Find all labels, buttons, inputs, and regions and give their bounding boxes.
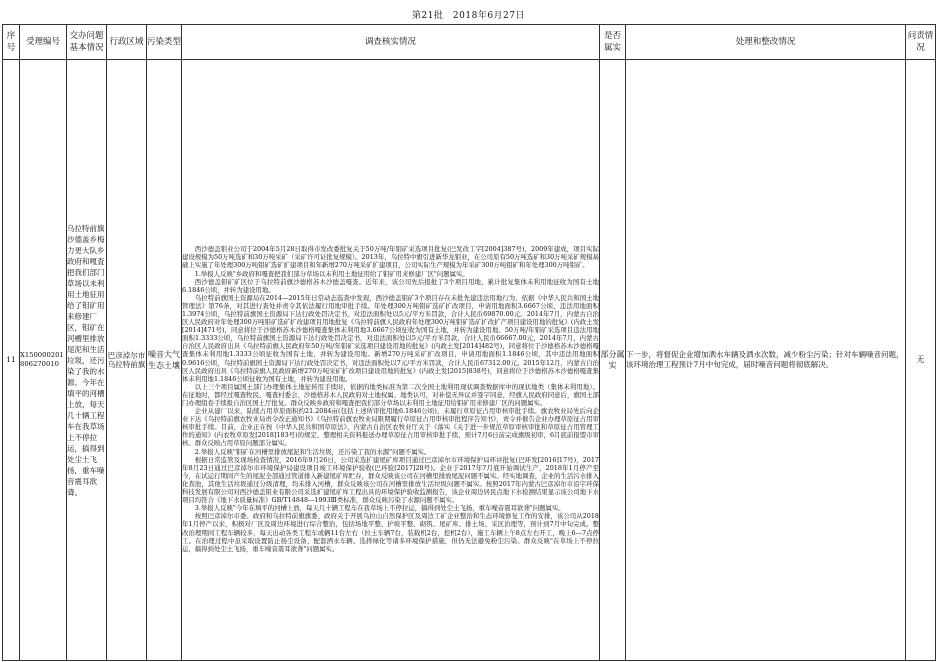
investigation-paragraph: 根据日常监管及现场检查情况，2016年9月26日，公司采选扩建尾矿库项目通过巴彦淖尔市环境保护局环评批复(巴环发[2016]17号)，2017年8月23日通过巴彦淖尔市环境保护局建设项目竣工环境保护验收(巴环验[2017]28号)。企业于2017年7月底开始调试生产，2018年1月停产至今，在试运行期间产生的尾泥全部通过管道排入新建尾矿库贮存，群众反映该公司在河槽里排放尾泥问题不属实。经实地调查，企业的生活污水排入化粪池，其他生活垃圾通过分级清理，均未排入河槽，群众反映该公司在河槽里排放生活垃圾问题不属实。按照2017年内蒙古巴彦淖尔市沿字环保科技发展有限公司对西沙德盖钼业有限公司采选扩建尾矿库工程出具的环境保护验收监测报告，该企业周边居民点地下水检测结果显示该公司地下水项目均符合《地下水质量标准》GB/T14848—1993Ⅲ类标准，群众反映污染了水源问题不属实。 <box>182 455 599 505</box>
row-case-id: X150000201806270010 <box>20 60 67 661</box>
row-verified: 部分属实 <box>600 60 626 661</box>
col-region: 行政区域 <box>107 25 147 60</box>
batch-title: 第21批 2018年6月27日 <box>411 11 526 21</box>
col-accountability: 问责情况 <box>906 25 936 60</box>
investigation-paragraph: 以上三个项目属国土部门办理集体土地征转用手续时，依据的地类标准为第二次全国土地利用现状调查数据库中的现状地类（集体未利用地）。在征地时，都经过嘎査牧民、嘎査村委会、沙德格苏木人民政府对土地权属、地类认可，对补偿无异议并签字同意，经旗人民政府同意后，旗国土部门办理组卷手续报自治区国土厅批复。群众反映乡政府和嘎査把我们部分草场以未利用土地征用给钼矿用来修建厂区的问题属实。 <box>182 382 599 407</box>
investigation-paragraph: 企业从建厂以来，陆续占用草原面积约21.2084亩(包括上述所审批用地6.1846公顷)，未履行草原征占用审核审批手续。旗农牧业局先后向企业下达《乌拉特前旗农牧业局责令改正通知书》《乌拉特前旗农牧业局限期履行草原征占用审核审批程序告知书》，责令并催告企业办理草原征占用审核审批手续。目前，企业正在按《中华人民共和国草原法》、内蒙古自治区农牧业厅关于《落实《关于进一步规范草原审核审批和草原征占用管理工作的通知》(内农牧草原发[2018]183号)的规定，整理相关资料报送办理草原征占用审核审批手续，预计7月6日前完成旗级初审，6月底前报盟市审核。群众反映占用草原问题部分属实。 <box>182 407 599 448</box>
investigation-paragraph: 1.举报人反映"乡政府和嘎査把我们部分草场以未利用土地征用给了钼矿用来修建厂区"问题属实。 <box>194 269 469 278</box>
row-region: 巴彦淖尔市乌拉特前旗 <box>107 60 147 661</box>
table-row <box>3 60 936 661</box>
investigation-paragraph: 西沙德盖钼业公司于2004年5月28日取得市发改委批复关于50万吨/年钼矿采选项目批复(巴发改工字[2004]387号)，2009年建成，项目实际建设规模为50万吨选矿和30万吨采矿（采矿许可证批复规模）。2013年，乌拉特中旗引进新华龙钼业，在公司原有50万吨选矿和30万吨采矿规模基础上实施了年处理300万吨钼矿选矿扩建项目和年新增270万吨采矿扩建项目，公司实际生产规模为年采矿300万吨钼矿和年处理300万吨钼矿。 <box>182 245 599 270</box>
col-verified: 是否属实 <box>600 25 626 60</box>
investigation-paragraph: 3.举报人反映"今年在填平的河槽上放，每天几十辆工程车在我草场上不停拉运，搞得到处尘土飞扬，重车噪音震耳欲聋"问题属实。 <box>194 504 565 513</box>
row-problem: 乌拉特前旗沙德盖乡梅力更大队乡政府和嘎査把我们部门草场以未利用土地征用给了钼矿用来修建厂区，钼矿在河槽里排放尾泥和生活垃圾，还污染了我的水源。今年在填平的河槽上放，每天几十辆工程车在我草场上不停拉运，搞得到处尘土飞扬，重车噪音震耳欲聋。 <box>67 60 107 661</box>
row-investigation <box>182 60 600 661</box>
header-row <box>3 25 936 60</box>
investigation-paragraph: 西沙德盖钼矿矿区位于乌拉特前旗沙德格苏木沙德盖嘎查。近年来，该公司先后报批了3个项目用地，累计批复集体未利用地征收为国有土地6.1846公顷，并转为建设用地。 <box>182 277 599 294</box>
col-pollution-type: 污染类型 <box>147 25 182 60</box>
col-investigation: 调查核实情况 <box>182 25 600 60</box>
col-case-id: 受理编号 <box>20 25 67 60</box>
complaint-table <box>2 24 936 661</box>
col-index: 序号 <box>3 25 20 60</box>
investigation-paragraph: 2.举报人反映"钼矿在河槽里排放尾泥和生活垃圾，还污染了我的水源"问题不属实。 <box>194 447 431 456</box>
row-index: 11 <box>3 60 20 661</box>
col-problem: 交办问题基本情况 <box>67 25 107 60</box>
investigation-paragraph: 按照巴彦淖尔市委、政府和乌拉特前旗旗委、政府关于开展乌拉山自然保护区及周边工矿企业整治和生态环境修复工作的安排，该公司从2018年1月停产以来，积极对厂区及周边环境进行综合整治，包括场地平整、护坡平整、砌筑、尾矿库、排土场、采区治理等，预计到7月中旬完成。整改治理期间工程车辆较多，每天出动各类工程车或辆11台左右（拉土车辆7台，装载机2台，挖机2台），施工车辆上午8点左右开工，晚上6—7点停工。在治理过程中虽采取设置防止扬尘设备、配套洒水车辆、选择绿化等诸多环境保护措施，但仍无法避免粉尘污染。群众反映"在草场上不停拉运，搞得到处尘土飞扬，重车噪音震耳欲聋"问题属实。 <box>182 512 599 553</box>
row-accountability: 无 <box>906 60 936 661</box>
row-rectification: 下一步，将督促企业增加洒水车辆及洒水次数，减少粉尘污染；针对车辆噪音问题，该环境治理工程预计7月中旬完成，届时噪音问题将彻底解决。 <box>626 60 906 661</box>
row-pollution-type: 噪音大气生态土壤 <box>147 60 182 661</box>
col-rectification: 处理和整改情况 <box>626 25 906 60</box>
investigation-paragraph: 乌拉特前旗国土资源局在2014—2015年日常动态巡查中发现，西沙德盖钼矿3个项目存在未批先建违法用地行为，依据《中华人民共和国土地管理法》第76条，对其进行查处并责令其依法履行用地审批手续。年处理300万吨钼矿选矿扩改项目，申请用地面积3.6667公顷，违法用地面积1.3974公顷，乌拉特前旗国土资源局下达行政处罚决定书，对违法面积处以5元/平方米罚款，合计人民币69870.00元。2014年7月，内蒙古自治区人民政府对年处理300万吨钼矿选矿扩改建项目用地批复《乌拉特前旗人民政府年处理300万吨钼矿选矿扩改扩产项目建设用地的批复》(内政土发[2014]471号)，同意将位于沙德格苏木沙德格嘎査集体未利用地3.6667公顷征收为国有土地，并转为建设用地。50万吨/年钼矿采选项目违法用地面积1.3333公顷，乌拉特前旗国土资源局下达行政处罚决定书，对违法面积处以5元/平方米罚款，合计人民币66667.00元，2014年7月，内蒙古自治区人民政府出具《乌拉特前旗人民政府年50万吨/年钼矿采选项目建设用地的批复》(内政土发[2014]482号)，同意将位于沙德格苏木沙德格嘎査集体未利用地1.3333公顷征收为国有土地，并转为建设用地。新增270万吨采矿扩改项目，申请用地面积1.1846公顷，其中违法用地面积0.9616公顷，乌拉特前旗国土资源局下达行政处罚决定书，对违法面积处以7元/平方米罚款，合计人民币67312.00元。2015年12月，内蒙古自治区人民政府出具《乌拉特前旗人民政府新增270万吨采矿扩改项目建设用地的批复》(内政土发[2015]838号)，同意将位于沙德格苏木沙德格嘎査集体未利用地1.1846公顷征收为国有土地，并转为建设用地。 <box>182 293 599 383</box>
